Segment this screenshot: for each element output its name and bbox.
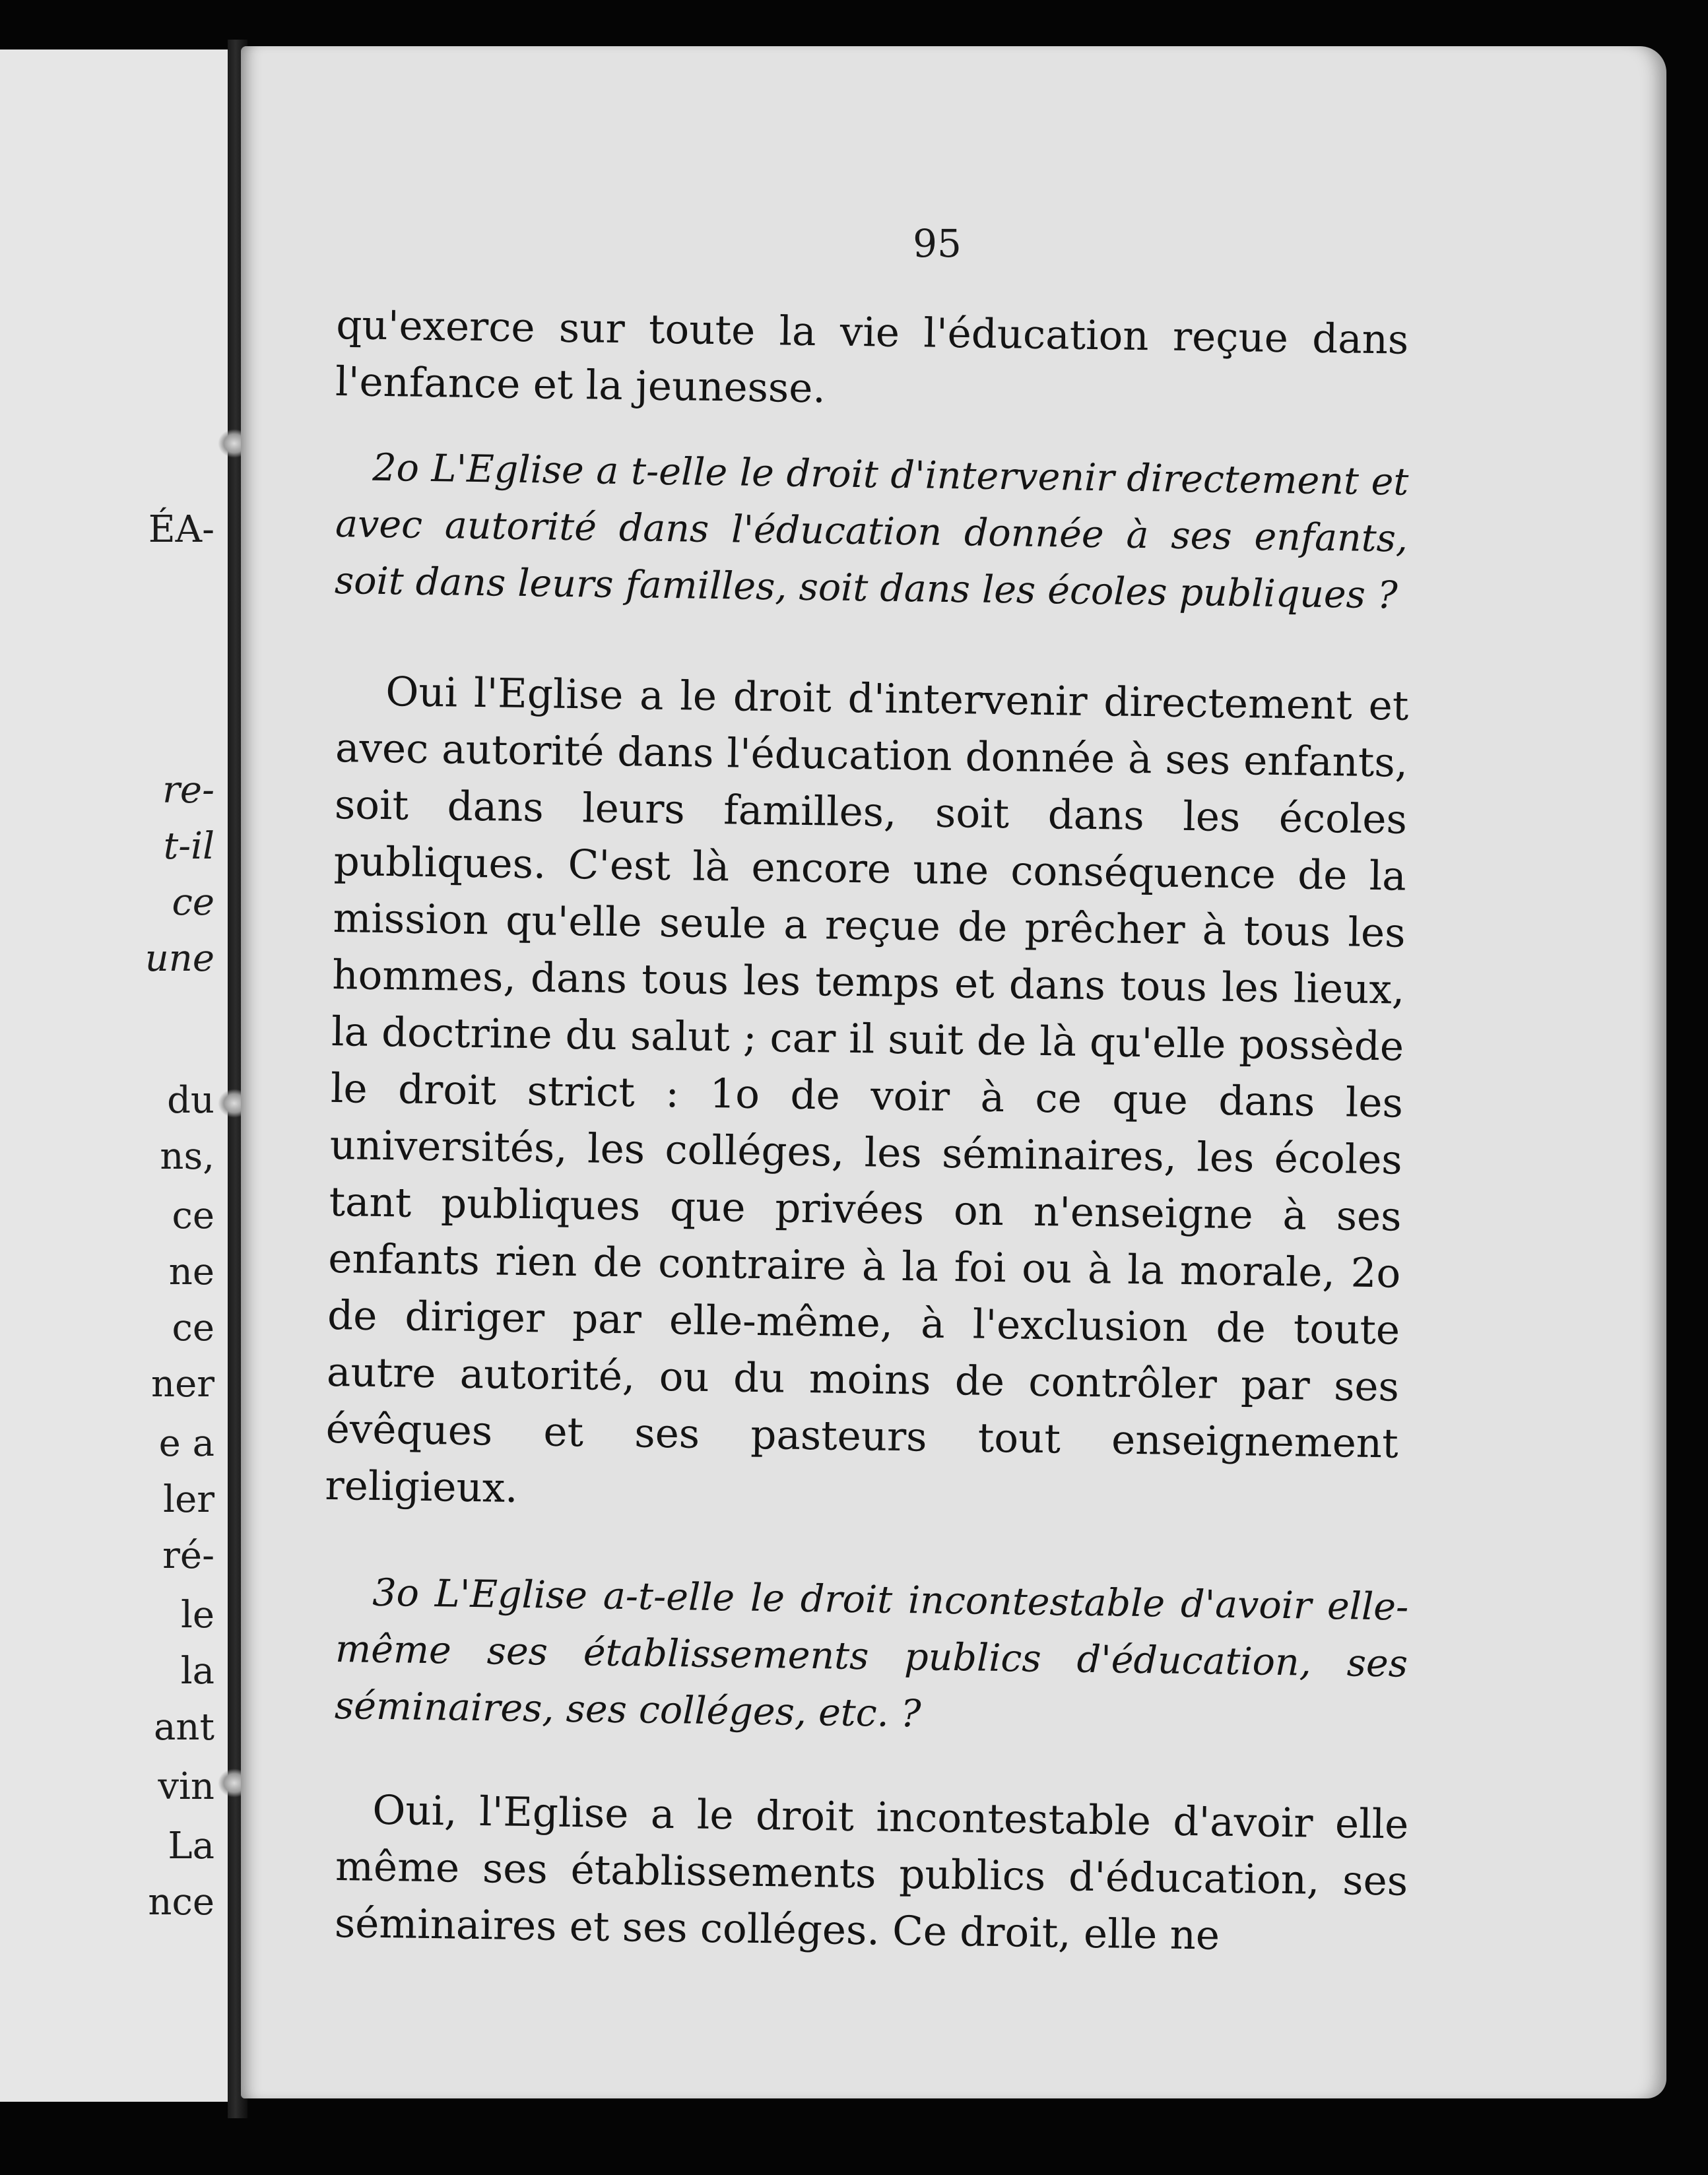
body-paragraph: qu'exerce sur toute la vie l'éducation reçue dans l'enfance et la jeunesse.: [335, 301, 1409, 412]
left-line: ÉA-: [148, 508, 214, 551]
left-line: ce: [172, 881, 214, 924]
left-line: le: [180, 1594, 214, 1637]
question-paragraph: 3o L'Eglise a-t-elle le droit incontestable d'avoir elle-même ses établissements publics d'éducation, ses séminaires, ses colléges, etc. ?: [334, 1571, 1409, 1736]
left-line: ne: [168, 1250, 214, 1293]
left-line: re-: [162, 769, 214, 812]
left-page-fragment: [0, 49, 228, 2102]
question-paragraph: 2o L'Eglise a t-elle le droit d'intervenir directement et avec autorité dans l'éducation donnée à ses enfants, soit dans leurs familles, soit dans les écoles publiques ?: [334, 445, 1409, 618]
body-paragraph: Oui, l'Eglise a le droit incontestable d'avoir elle même ses établissements publics d'éducation, ses séminaires et ses colléges. Ce droit, elle ne: [334, 1786, 1409, 1959]
left-line: nce: [148, 1881, 214, 1924]
body-paragraph: Oui l'Eglise a le droit d'intervenir directement et avec autorité dans l'éducation donnée à ses enfants, soit dans leurs familles, soit dans les écoles publiques. C'est là encore une conséquence de la mission qu'elle seule a reçue de prêcher à tous les hommes, dans tous les temps et dans tous les lieux, la doctrine du salut ; car il suit de là qu'elle possède le droit strict : 1o de voir à ce que dans les universités, les colléges, les séminaires, les écoles tant publiques que privées on n'enseigne à ses enfants rien de contraire à la foi ou à la morale, 2o de diriger par elle-même, à l'exclusion de toute autre autorité, ou du moins de contrôler par ses évêques et ses pasteurs tout enseignement religieux.: [325, 668, 1409, 1512]
left-line: vin: [158, 1765, 214, 1808]
page-number: 95: [913, 221, 962, 266]
left-line: ré-: [162, 1534, 214, 1577]
left-line: t-il: [163, 825, 214, 868]
left-line: La: [168, 1825, 214, 1867]
left-line: ce: [172, 1194, 214, 1237]
left-line: la: [180, 1650, 214, 1693]
left-line: ner: [151, 1363, 214, 1406]
left-line: e a: [158, 1422, 214, 1465]
left-line: ant: [154, 1706, 214, 1749]
left-line: ns,: [160, 1135, 214, 1178]
left-line: une: [145, 937, 214, 980]
right-page: [241, 46, 1666, 2098]
left-line: ler: [163, 1478, 214, 1521]
left-line: du: [167, 1079, 214, 1122]
left-line: ce: [172, 1307, 214, 1349]
